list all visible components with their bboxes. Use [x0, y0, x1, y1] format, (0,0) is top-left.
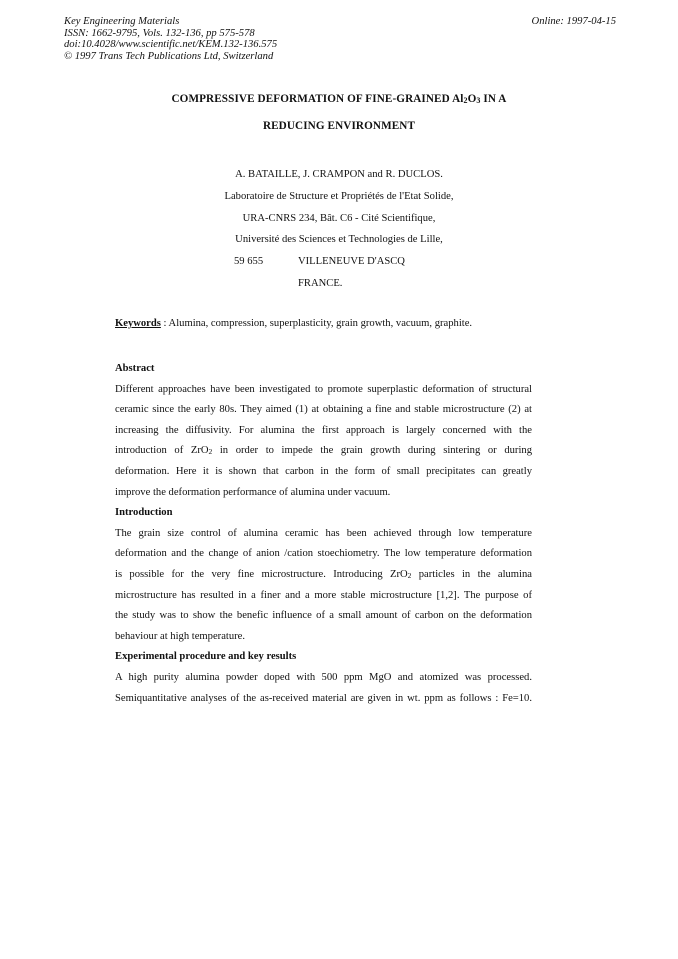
- affiliation-university: Université des Sciences et Technologies de Lille,: [235, 234, 443, 246]
- introduction-line: the study was to show the benefic influence of a small amount of carbon on the deformation: [115, 610, 532, 622]
- journal-name: Key Engineering Materials: [64, 16, 180, 27]
- doi-line[interactable]: doi:10.4028/www.scientific.net/KEM.132-136.575: [64, 39, 278, 51]
- subscript: 2: [208, 447, 213, 457]
- subscript: 2: [407, 570, 412, 580]
- introduction-line: behaviour at high temperature.: [115, 630, 246, 642]
- abstract-paragraph: [115, 380, 532, 504]
- title-oxygen: O: [467, 93, 477, 105]
- body-text: [115, 359, 532, 709]
- abstract-line: ceramic since the early 80s. They aimed (1) at obtaining a fine and stable microstructure (2) at: [115, 404, 532, 416]
- keywords-line: [115, 318, 472, 329]
- experimental-line: Semiquantitative analyses of the as-received material are given in wt. ppm as follows : Fe=10.: [115, 692, 532, 704]
- abstract-line-text: introduction of ZrO: [115, 445, 209, 457]
- introduction-line-text: is possible for the very fine microstructure. Introducing ZrO: [115, 568, 408, 580]
- keywords-text: : Alumina, compression, superplasticity, grain growth, vacuum, graphite.: [160, 318, 473, 329]
- introduction-line: deformation and the change of anion /cation stoechiometry. The low temperature deformation: [115, 548, 532, 560]
- issn-line: ISSN: 1662-9795, Vols. 132-136, pp 575-578: [64, 27, 255, 39]
- introduction-line: [115, 565, 532, 586]
- abstract-line: [115, 441, 532, 462]
- experimental-paragraph: [115, 668, 532, 709]
- affiliation-lab: Laboratoire de Structure et Propriétés de l'Etat Solide,: [224, 190, 454, 202]
- copyright-line: © 1997 Trans Tech Publications Ltd, Switzerland: [64, 50, 274, 62]
- paper-title-line-1: [0, 93, 678, 105]
- abstract-line: deformation. Here it is shown that carbon in the form of small precipitates can greatly: [115, 465, 532, 477]
- title-subscript-3: 3: [476, 96, 481, 105]
- abstract-line: improve the deformation performance of alumina under vacuum.: [115, 486, 391, 498]
- abstract-line-text: in order to impede the grain growth during sintering or during: [212, 445, 532, 457]
- address-line: [0, 251, 678, 273]
- introduction-line: microstructure has resulted in a finer and a more stable microstructure [1,2]. The purpose of: [115, 589, 532, 601]
- author-names: A. BATAILLE, J. CRAMPON and R. DUCLOS.: [235, 169, 443, 180]
- experimental-line: A high purity alumina powder doped with 500 ppm MgO and atomized was processed.: [115, 671, 532, 683]
- introduction-line-text: particles in the alumina: [411, 568, 532, 580]
- abstract-line: increasing the diffusivity. For alumina the first approach is largely concerned with the: [115, 424, 532, 436]
- city: VILLENEUVE D'ASCQ: [298, 256, 405, 268]
- abstract-heading: Abstract: [115, 363, 155, 374]
- title-subscript-2: 2: [463, 96, 468, 105]
- online-date: Online: 1997-04-15: [531, 16, 616, 27]
- affiliation-unit: URA-CNRS 234, Bât. C6 - Cité Scientifique,: [242, 212, 436, 224]
- introduction-line: The grain size control of alumina ceramic has been achieved through low temperature: [115, 527, 532, 539]
- paper-title-line-2: REDUCING ENVIRONMENT: [262, 120, 416, 132]
- title-text: COMPRESSIVE DEFORMATION OF FINE-GRAINED Al: [171, 93, 464, 105]
- author-block: [0, 164, 678, 295]
- country: FRANCE.: [298, 277, 343, 289]
- journal-header: [64, 16, 277, 62]
- introduction-paragraph: [115, 524, 532, 648]
- country-line: [0, 273, 678, 295]
- introduction-heading: Introduction: [115, 507, 173, 519]
- postcode: 59 655: [234, 256, 264, 268]
- keywords-label: Keywords: [115, 318, 161, 329]
- abstract-line: Different approaches have been investigated to promote superplastic deformation of structural: [115, 383, 532, 395]
- title-suffix: IN A: [480, 93, 507, 105]
- experimental-heading: Experimental procedure and key results: [115, 651, 297, 663]
